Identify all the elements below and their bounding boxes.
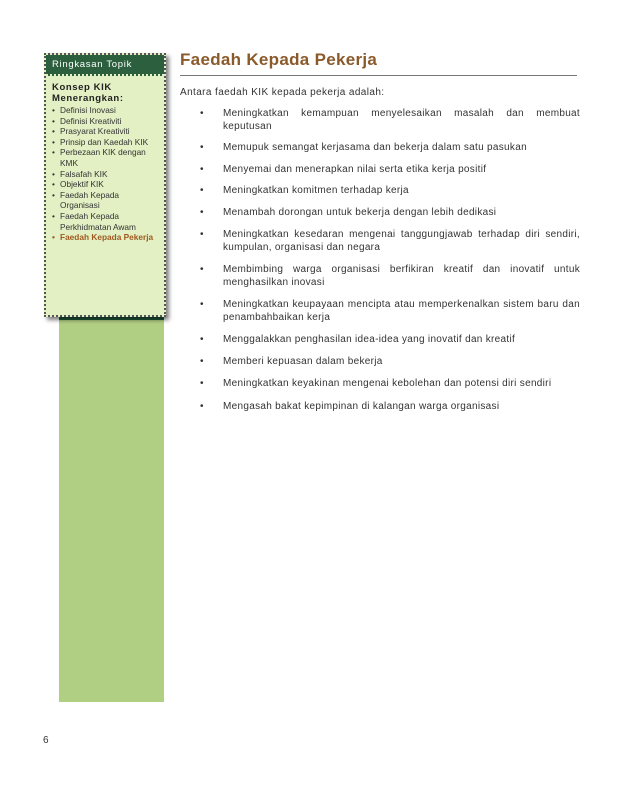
title-divider xyxy=(180,75,577,76)
benefit-text: Memupuk semangat kerjasama dan bekerja dalam satu pasukan xyxy=(223,142,527,153)
benefit-item xyxy=(200,377,580,390)
benefit-item xyxy=(200,355,580,368)
topic-list-item[interactable]: • Faedah Kepada Perkhidmatan Awam xyxy=(52,211,160,232)
topic-list-item[interactable]: • Prasyarat Kreativiti xyxy=(52,126,160,137)
benefit-text: Menyemai dan menerapkan nilai serta etika kerja positif xyxy=(223,164,487,175)
bullet-icon: • xyxy=(200,264,204,275)
benefit-item xyxy=(200,228,580,254)
bullet-icon: • xyxy=(200,229,204,240)
benefit-text: Meningkatkan kesedaran mengenai tanggungjawab terhadap diri sendiri, kumpulan, organisasi dan negara xyxy=(223,229,580,253)
topic-list-item[interactable]: • Definisi Kreativiti xyxy=(52,116,160,127)
benefit-text: Menggalakkan penghasilan idea-idea yang inovatif dan kreatif xyxy=(223,334,516,345)
topic-list-item[interactable]: • Falsafah KIK xyxy=(52,169,160,180)
benefit-text: Memberi kepuasan dalam bekerja xyxy=(223,356,383,367)
topic-summary-subheading: Konsep KIK Menerangkan: xyxy=(52,82,124,104)
topic-list-item[interactable]: • Perbezaan KIK dengan KMK xyxy=(52,147,160,168)
benefit-item xyxy=(200,141,580,154)
bullet-icon: • xyxy=(200,356,204,367)
benefit-item xyxy=(200,163,580,176)
topic-summary-header: Ringkasan Topik xyxy=(46,55,164,76)
benefit-text: Meningkatkan kemampuan menyelesaikan masalah dan membuat keputusan xyxy=(223,108,580,132)
benefit-text: Meningkatkan keyakinan mengenai kebolehan dan potensi diri sendiri xyxy=(223,378,552,389)
bullet-icon: • xyxy=(200,299,204,310)
topic-summary-card xyxy=(44,53,166,317)
topic-summary-body xyxy=(52,82,160,243)
topic-list-item[interactable]: • Faedah Kepada Organisasi xyxy=(52,190,160,211)
bullet-icon: • xyxy=(200,378,204,389)
benefit-item xyxy=(200,263,580,289)
benefit-item xyxy=(200,184,580,197)
topic-list-item[interactable]: • Faedah Kepada Pekerja xyxy=(52,232,160,243)
bullet-icon: • xyxy=(200,108,204,119)
page-number: 6 xyxy=(43,735,49,746)
topic-list-item[interactable]: • Prinsip dan Kaedah KIK xyxy=(52,137,160,148)
benefit-text: Meningkatkan komitmen terhadap kerja xyxy=(223,185,409,196)
benefit-item xyxy=(200,107,580,133)
intro-text: Antara faedah KIK kepada pekerja adalah: xyxy=(180,87,385,98)
topic-list xyxy=(52,105,160,243)
benefit-text: Meningkatkan keupayaan mencipta atau memperkenalkan sistem baru dan penambahbaikan kerja xyxy=(223,299,580,323)
benefit-item xyxy=(200,298,580,324)
benefit-list xyxy=(200,107,580,413)
page-title: Faedah Kepada Pekerja xyxy=(180,50,378,69)
benefit-item xyxy=(200,206,580,219)
bullet-icon: • xyxy=(200,207,204,218)
benefit-item xyxy=(200,400,580,413)
bullet-icon: • xyxy=(200,185,204,196)
benefit-text: Membimbing warga organisasi berfikiran kreatif dan inovatif untuk menghasilkan inovasi xyxy=(223,264,580,288)
topic-list-item[interactable]: • Definisi Inovasi xyxy=(52,105,160,116)
benefit-text: Mengasah bakat kepimpinan di kalangan warga organisasi xyxy=(223,401,500,412)
topic-list-item[interactable]: • Objektif KIK xyxy=(52,179,160,190)
bullet-icon: • xyxy=(200,334,204,345)
benefit-text: Menambah dorongan untuk bekerja dengan lebih dedikasi xyxy=(223,207,497,218)
bullet-icon: • xyxy=(200,401,204,412)
bullet-icon: • xyxy=(200,164,204,175)
benefit-item xyxy=(200,333,580,346)
bullet-icon: • xyxy=(200,142,204,153)
